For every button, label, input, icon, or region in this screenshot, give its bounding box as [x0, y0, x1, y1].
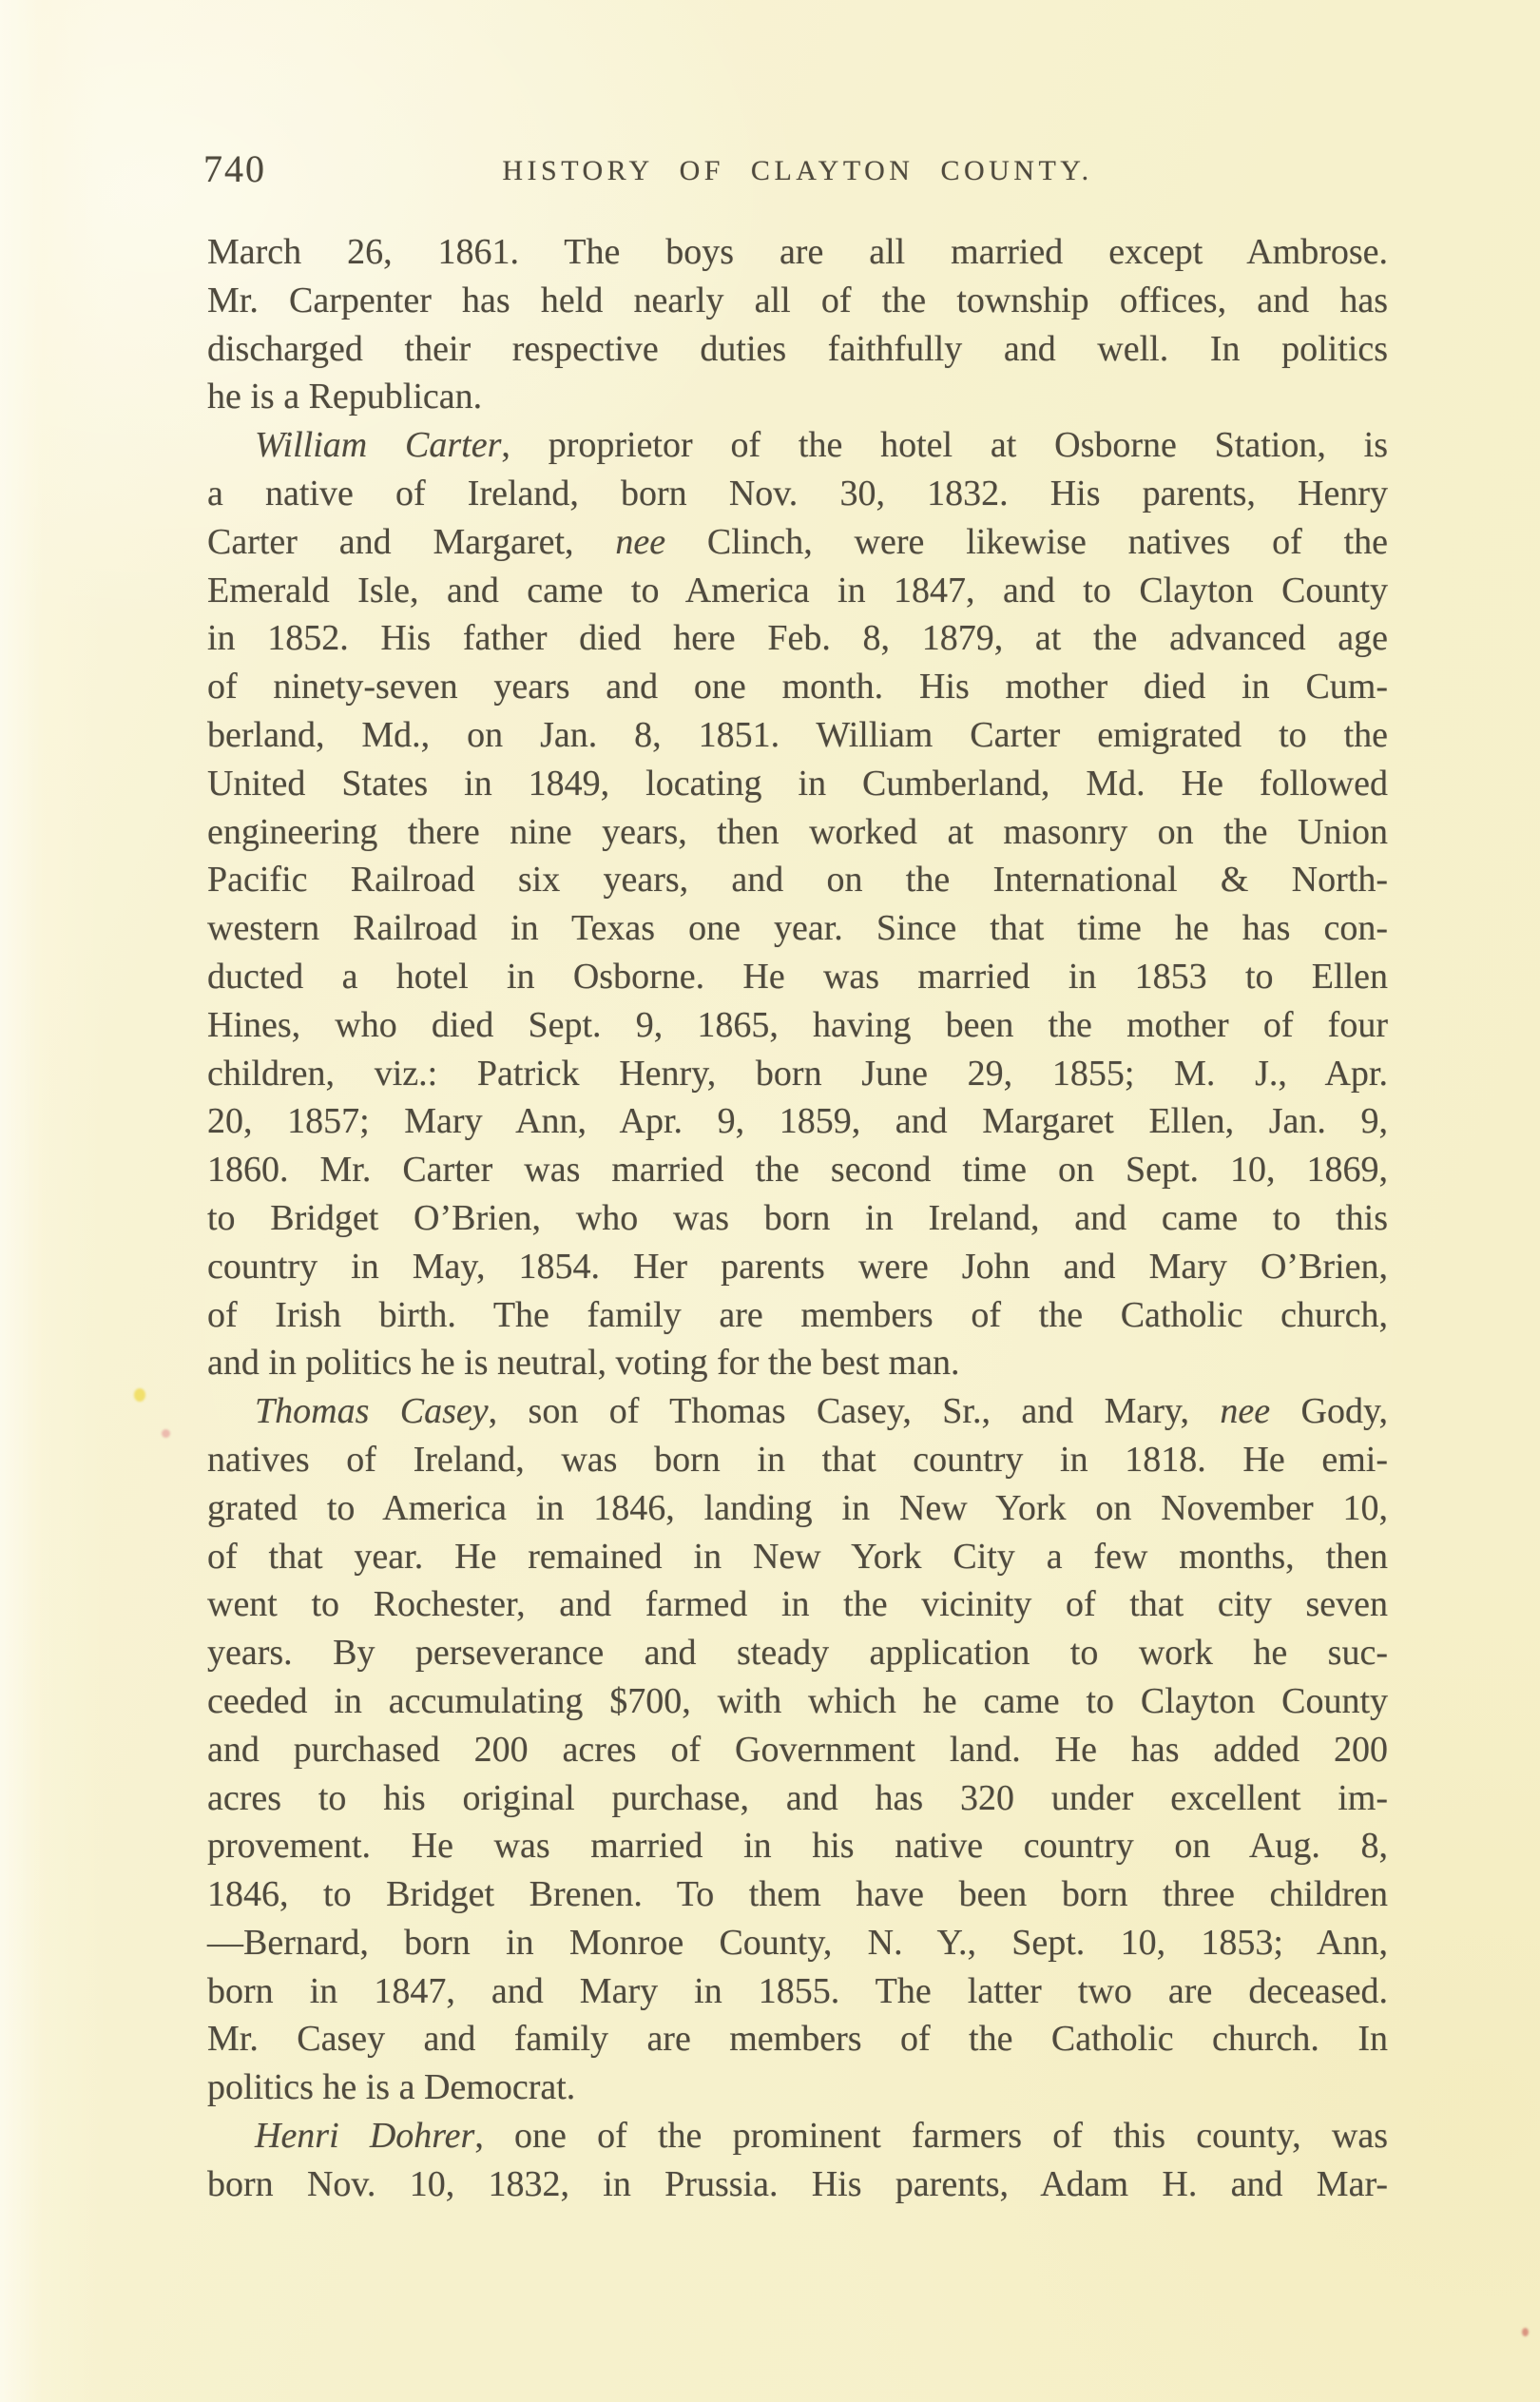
body-text: a native of Ireland, born Nov. 30, 1832. His parents, Henry	[207, 473, 1388, 513]
body-text: Gody,	[1270, 1391, 1388, 1432]
body-text: politics he is a Democrat.	[207, 2067, 576, 2108]
text-line	[207, 1580, 1388, 1629]
text-line	[207, 1097, 1388, 1146]
body-text: engineering there nine years, then worked at masonry on the Union	[207, 811, 1388, 852]
body-text: Hines, who died Sept. 9, 1865, having been the mother of four	[207, 1004, 1388, 1045]
body-text: went to Rochester, and farmed in the vicinity of that city seven	[207, 1584, 1388, 1625]
text-line	[207, 518, 1388, 567]
text-line	[207, 663, 1388, 711]
body-text: Emerald Isle, and came to America in 1847, and to Clayton County	[207, 570, 1388, 610]
page-body	[207, 228, 1388, 2209]
page-number: 740	[203, 147, 266, 190]
text-line	[207, 373, 1388, 421]
text-line	[207, 1919, 1388, 1967]
body-text: born in 1847, and Mary in 1855. The latter two are deceased.	[207, 1970, 1388, 2011]
text-line	[207, 711, 1388, 760]
body-text: 20, 1857; Mary Ann, Apr. 9, 1859, and Margaret Ellen, Jan. 9,	[207, 1101, 1388, 1142]
body-text: grated to America in 1846, landing in New York on November 10,	[207, 1487, 1388, 1528]
body-text: provement. He was married in his native country on Aug. 8,	[207, 1826, 1388, 1867]
text-line	[207, 1291, 1388, 1340]
body-text: acres to his original purchase, and has 320 under excellent im-	[207, 1777, 1388, 1818]
body-text: of Irish birth. The family are members of the Catholic church,	[207, 1294, 1388, 1335]
text-line	[207, 1387, 1388, 1436]
text-line	[207, 325, 1388, 374]
body-text: and purchased 200 acres of Government land. He has added 200	[207, 1729, 1388, 1770]
body-text: March 26, 1861. The boys are all married except Ambrose.	[207, 232, 1388, 272]
text-line	[207, 2063, 1388, 2112]
body-text: of that year. He remained in New York City a few months, then	[207, 1536, 1388, 1577]
body-text: country in May, 1854. Her parents were John and Mary O’Brien,	[207, 1246, 1388, 1287]
running-title: HISTORY OF CLAYTON COUNTY.	[502, 155, 1093, 186]
body-text: years. By perseverance and steady application to work he suc-	[207, 1633, 1388, 1674]
text-line	[207, 1629, 1388, 1677]
text-line	[207, 2112, 1388, 2160]
text-line	[207, 953, 1388, 1001]
text-line	[207, 1774, 1388, 1823]
text-line	[207, 277, 1388, 325]
body-text: western Railroad in Texas one year. Since that time he has con-	[207, 908, 1388, 949]
text-line	[207, 1339, 1388, 1387]
text-line	[207, 904, 1388, 953]
text-line	[207, 808, 1388, 857]
body-text: 1846, to Bridget Brenen. To them have been born three children	[207, 1874, 1388, 1915]
text-line	[207, 470, 1388, 518]
italic-text: nee	[1220, 1391, 1271, 1432]
body-text: in 1852. His father died here Feb. 8, 1879, at the advanced age	[207, 618, 1388, 659]
body-text: Mr. Casey and family are members of the Catholic church. In	[207, 2019, 1388, 2060]
body-text: , proprietor of the hotel at Osborne Station, is	[501, 425, 1389, 466]
body-text: United States in 1849, locating in Cumberland, Md. He followed	[207, 763, 1388, 804]
body-text: of ninety-seven years and one month. His mother died in Cum-	[207, 667, 1388, 707]
italic-text: Henri Dohrer	[255, 2116, 475, 2157]
text-line	[207, 421, 1388, 470]
text-line	[207, 1726, 1388, 1774]
text-line	[207, 1677, 1388, 1726]
body-text: Mr. Carpenter has held nearly all of the township offices, and has	[207, 280, 1388, 320]
body-text: , one of the prominent farmers of this county, was	[474, 2116, 1388, 2157]
text-line	[207, 228, 1388, 277]
text-line	[207, 2015, 1388, 2063]
text-line	[207, 1967, 1388, 2016]
body-text: and in politics he is neutral, voting for the best man.	[207, 1343, 960, 1384]
body-text: ducted a hotel in Osborne. He was married in 1853 to Ellen	[207, 956, 1388, 997]
text-line	[207, 1870, 1388, 1919]
body-text: Clinch, were likewise natives of the	[665, 521, 1388, 562]
text-line	[207, 567, 1388, 615]
scan-speck	[1522, 2328, 1529, 2336]
text-line	[207, 856, 1388, 904]
body-text: 1860. Mr. Carter was married the second time on Sept. 10, 1869,	[207, 1150, 1388, 1191]
body-text: born Nov. 10, 1832, in Prussia. His parents, Adam H. and Mar-	[207, 2163, 1388, 2204]
text-line	[207, 1050, 1388, 1098]
body-text: —Bernard, born in Monroe County, N. Y., Sept. 10, 1853; Ann,	[207, 1922, 1388, 1963]
body-text: Pacific Railroad six years, and on the International & North-	[207, 860, 1388, 901]
italic-text: Thomas Casey	[255, 1391, 489, 1432]
text-line	[207, 2160, 1388, 2209]
text-line	[207, 1484, 1388, 1533]
text-line	[207, 760, 1388, 808]
text-line	[207, 1243, 1388, 1291]
text-line	[207, 1436, 1388, 1484]
body-text: ceeded in accumulating $700, with which he came to Clayton County	[207, 1680, 1388, 1721]
body-text: berland, Md., on Jan. 8, 1851. William Carter emigrated to the	[207, 714, 1388, 755]
text-line	[207, 1533, 1388, 1581]
page-header	[0, 147, 1540, 198]
body-text: children, viz.: Patrick Henry, born June 29, 1855; M. J., Apr.	[207, 1053, 1388, 1094]
body-text: he is a Republican.	[207, 377, 483, 417]
body-text: natives of Ireland, was born in that country in 1818. He emi-	[207, 1439, 1388, 1480]
body-text: Carter and Margaret,	[207, 521, 616, 562]
scan-speck	[162, 1429, 170, 1438]
scan-speck	[134, 1388, 145, 1402]
body-text: , son of Thomas Casey, Sr., and Mary,	[488, 1391, 1221, 1432]
body-text: to Bridget O’Brien, who was born in Ireland, and came to this	[207, 1197, 1388, 1238]
italic-text: nee	[615, 521, 666, 562]
text-line	[207, 1001, 1388, 1050]
text-line	[207, 1194, 1388, 1243]
italic-text: William Carter	[255, 425, 502, 466]
text-line	[207, 1822, 1388, 1870]
text-line	[207, 614, 1388, 663]
text-line	[207, 1146, 1388, 1194]
body-text: discharged their respective duties faithfully and well. In politics	[207, 328, 1388, 369]
